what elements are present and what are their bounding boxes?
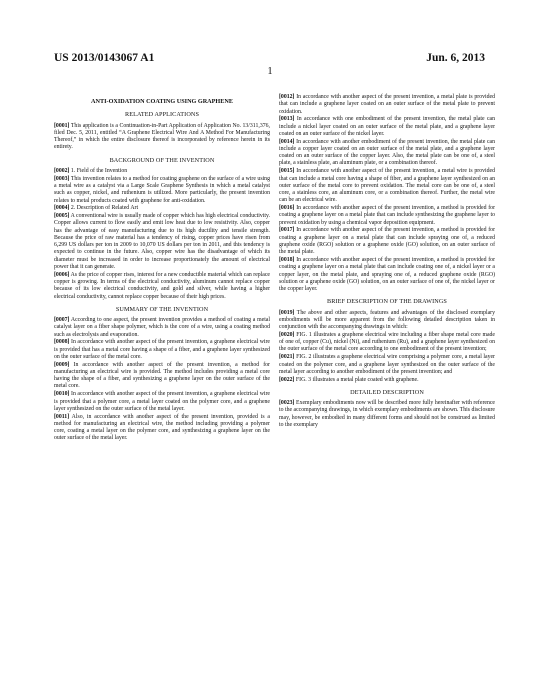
paragraph-number: [0016]: [279, 205, 295, 212]
section-heading: SUMMARY OF THE INVENTION: [115, 305, 209, 313]
paragraph-number: [0013]: [279, 116, 295, 123]
paragraph: [54, 123, 270, 152]
paragraph-text: In accordance with another aspect of the present invention, a method is provided for coating a graphene layer on a metal plate that can include spraying one of, a reduced graphene oxide (RGO) solution or a graphene oxide (GO) solution, on an outer surface of the metal plate.: [279, 227, 495, 256]
paragraph: [54, 414, 270, 443]
paragraph-text: In accordance with another aspect of the present invention, a metal plate is provided that can include a graphene layer coated on an outer surface of the metal plate to prevent oxidation.: [279, 94, 495, 115]
paragraph-text: This invention relates to a method for coating graphene on the surface of a wire using a metal wire as a catalyst via a Large Scale Graphene Synthesis in which a metal catalyst such as copper, nickel, and ruthenium is utilized. More particularly, the present invention relates to metal products coated with graphene for anti-oxidation.: [54, 175, 270, 204]
paragraph: [54, 362, 270, 391]
document-title: ANTI-OXIDATION COATING USING GRAPHENE: [91, 98, 233, 105]
paragraph: [279, 400, 495, 429]
paragraph: [54, 176, 270, 205]
paragraph-text: FIG. 3 illustrates a metal plate coated with graphene.: [295, 376, 419, 383]
paragraph-number: [0003]: [54, 175, 70, 182]
paragraph-number: [0011]: [54, 413, 70, 420]
paragraph-text: According to one aspect, the present invention provides a method of coating a metal catalyst layer on a fiber shape polymer, which is the core of a wire, using a coating method such as electrolysis and evaporation.: [54, 317, 270, 338]
paragraph-number: [0005]: [54, 213, 70, 220]
paragraph-text: In accordance with another aspect of the present invention, a graphene electrical wire is provided that has a metal core having a shape of a fiber, and a graphene layer synthesized on the outer surface of the metal core.: [54, 339, 270, 360]
paragraph: [54, 391, 270, 413]
section-heading: BACKGROUND OF THE INVENTION: [109, 156, 215, 164]
paragraph: [54, 205, 270, 212]
publication-number: US 2013/0143067 A1: [54, 52, 155, 64]
paragraph-text: In accordance with one embodiment of the present invention, the metal plate can include a nickel layer coated on an outer surface of the metal plate, and a graphene layer coated on an outer surface of the nickel layer.: [279, 116, 496, 137]
paragraph-text: FIG. 1 illustrates a graphene electrical wire including a fiber shape metal core made of one of, copper (Cu), nickel (Ni), and ruthenium (Ru), and a graphene layer synthesized on the outer surface of the metal core according to one embodiment of the present invention;: [279, 331, 495, 353]
paragraph-text: 1. Field of the Invention: [70, 167, 128, 174]
paragraph: [279, 168, 495, 204]
paragraph-number: [0014]: [279, 138, 295, 145]
paragraph-text: In accordance with another aspect of the present invention, a graphene electrical wire is provided that a polymer core, a metal layer coated on the polymer core, and a graphene layer synthesized on the outer surface of the metal layer.: [54, 391, 270, 412]
paragraph: [279, 257, 495, 293]
paragraph-text: The above and other aspects, features and advantages of the disclosed exemplary embodiments will be more apparent from the following detailed description taken in conjunction with the accompanying drawings in which:: [279, 309, 495, 331]
paragraph-number: [0015]: [279, 168, 295, 175]
paragraph-number: [0008]: [54, 339, 70, 346]
paragraph-number: [0002]: [54, 167, 70, 174]
paragraph: [279, 139, 495, 168]
paragraph-number: [0018]: [279, 257, 295, 264]
left-column: [54, 94, 270, 443]
paragraph: [54, 213, 270, 271]
right-column: [279, 94, 495, 430]
section-heading: BRIEF DESCRIPTION OF THE DRAWINGS: [327, 298, 447, 306]
paragraph: [54, 168, 270, 175]
paragraph-number: [0012]: [279, 94, 295, 100]
publication-date: Jun. 6, 2013: [426, 52, 485, 64]
paragraph-number: [0022]: [279, 376, 295, 383]
paragraph-number: [0004]: [54, 205, 70, 212]
paragraph-text: In accordance with another embodiment of the present invention, the metal plate can include a copper layer coated on an outer surface of the metal plate, and a graphene layer coated on an outer surface of the copper layer. Also, the metal plate can be one of, a steel plate, a stainless plate, an aluminum plate, or a combination thereof.: [279, 138, 495, 167]
paragraph-number: [0023]: [279, 400, 295, 407]
page-number: 1: [267, 66, 273, 77]
paragraph: [279, 116, 495, 138]
paragraph: [54, 339, 270, 361]
section-heading: RELATED APPLICATIONS: [124, 111, 200, 119]
section-heading: DETAILED DESCRIPTION: [350, 388, 424, 396]
paragraph: [279, 354, 495, 376]
paragraph: [54, 317, 270, 339]
paragraph-number: [0021]: [279, 354, 295, 361]
paragraph-text: In accordance with another aspect of the present invention, a metal wire is provided that can include a metal core having a shape of fiber, and a graphene layer synthesized on an outer surface of the metal core to prevent oxidation. The metal core can be one of, a steel core, a stainless core, an aluminum core, or a combination thereof. Further, the metal wire can be an electrical wire.: [279, 168, 496, 204]
paragraph-text: FIG. 2 illustrates a graphene electrical wire comprising a polymer core, a metal layer coated on the polymer core, and a graphene layer synthesized on the outer surface of the metal layer according to another embodiment of the present invention; and: [279, 354, 495, 375]
paragraph: [279, 332, 495, 354]
paragraph-text: Also, in accordance with another aspect of the present invention, provided is a method for manufacturing an electrical wire, the method including providing a polymer core, coating a metal layer on the polymer core, and synthesizing a graphene layer on the outer surface of the metal layer.: [54, 413, 270, 442]
paragraph: [54, 272, 270, 301]
paragraph-number: [0001]: [54, 122, 70, 129]
paragraph-number: [0020]: [279, 331, 295, 338]
paragraph-text: As the price of copper rises, interest for a new conductible material which can replace copper is growing. In terms of the electrical conductivity, aluminum cannot replace copper because of its low electrical conductivity, and gold and silver, while having a higher electrical conductivity, cannot replace copper because of their high prices.: [54, 271, 270, 300]
paragraph: [279, 377, 495, 384]
paragraph: [279, 310, 495, 332]
paragraph-number: [0017]: [279, 227, 295, 234]
paragraph-text: In accordance with another aspect of the present invention, a method for manufacturing an electrical wire is provided. The method includes providing a metal core having the shape of a fiber, and synthesizing a graphene layer on the outer surface of the metal core.: [54, 361, 270, 390]
paragraph-number: [0019]: [279, 309, 295, 316]
paragraph-text: In accordance with another aspect of the present invention, a method is provided for coating a graphene layer on a metal plate that can include synthesizing the graphene layer to prevent oxidation by using a chemical vapor deposition equipment.: [279, 205, 495, 226]
paragraph-number: [0006]: [54, 271, 70, 278]
paragraph-number: [0007]: [54, 317, 70, 324]
paragraph-text: Exemplary embodiments now will be described more fully hereinafter with reference to the accompanying drawings, in which exemplary embodiments are shown. This disclosure may, however, be embodied in many different forms and should not be construed as limited to the exemplary: [279, 400, 495, 428]
paragraph: [279, 94, 495, 116]
paragraph-text: 2. Description of Related Art: [70, 205, 139, 212]
paragraph: [279, 227, 495, 256]
paragraph-text: In accordance with another aspect of the present invention, a method is provided for coating a graphene layer on a metal plate that can include coating one of, a nickel layer or a copper layer, on the metal plate, and spraying one of, a reduced graphene oxide (RGO) solution or a graphene oxide (GO) solution, on an outer surface of one of, the nickel layer or the copper layer.: [279, 257, 495, 293]
paragraph: [279, 205, 495, 227]
paragraph-text: A conventional wire is usually made of copper which has high electrical conductivity. Copper allows current to flow easily and emit low heat due to low resistivity. Also, copper has the advantage of easy manufacturing due to its high ductility and tensile strength. Because the price of raw material has a tendency of rising, copper prices have risen from 6,299 US dollars per ton in 2009 to 10,070 US dollars per ton in 2011, and this tendency is expected to continue in the future. Also, copper wire has the disadvantage of which its diameter must be increased in order to increase proportionately the amount of electrical power that it can generate.: [54, 213, 270, 270]
paragraph-text: This application is a Continuation-in-Part Application of Application No. 13/311,376, filed Dec. 5, 2011, entitled “A Graphene Electrical Wire And A Method For Manufacturing Thereof,” in which the entire disclosure thereof is incorporated by reference herein in its entirety.: [54, 122, 270, 151]
paragraph-number: [0009]: [54, 361, 70, 368]
paragraph-number: [0010]: [54, 391, 70, 398]
